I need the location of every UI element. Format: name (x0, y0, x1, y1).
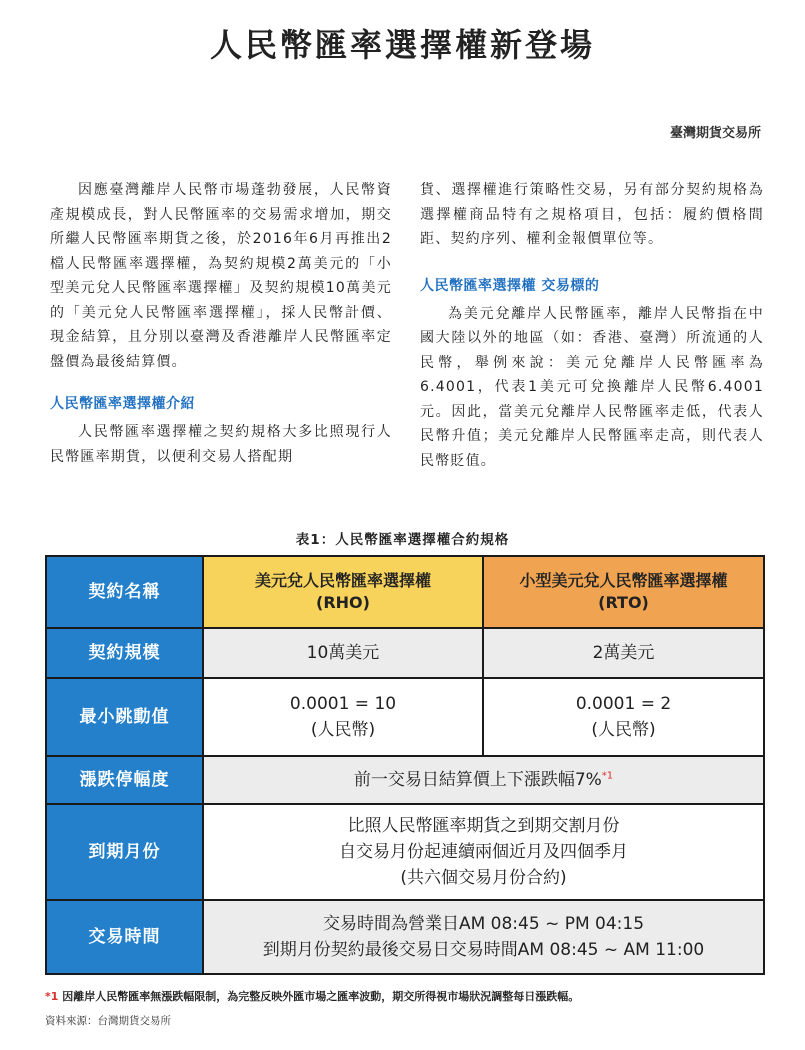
rto-name: 小型美元兌人民幣匯率選擇權 (519, 571, 728, 590)
organization-name: 臺灣期貨交易所 (669, 126, 761, 141)
months-line-3: (共六個交易月份合約) (400, 868, 567, 888)
row-header-months: 到期月份 (46, 804, 203, 900)
rho-code: (RHO) (316, 593, 370, 612)
table-footnote (45, 988, 579, 1004)
article-column-right (420, 178, 764, 473)
months-line-2: 自交易月份起連續兩個近月及四個季月 (339, 842, 628, 862)
hours-line-2: 到期月份契約最後交易日交易時間AM 08:45 ~ AM 11:00 (262, 940, 705, 960)
contract-spec-table (45, 555, 765, 975)
table-row (46, 556, 764, 628)
rto-tick-unit: (人民幣) (591, 720, 656, 740)
hours-line-1: 交易時間為營業日AM 08:45 ~ PM 04:15 (322, 914, 645, 934)
cell-rho-tick (203, 678, 483, 756)
page-title: 人民幣匯率選擇權新登場 (209, 26, 595, 64)
cell-contract-months (203, 804, 764, 900)
rto-code: (RTO) (598, 593, 649, 612)
section-paragraph-underlying: 為美元兌離岸人民幣匯率，離岸人民幣指在中國大陸以外的地區（如：香港、臺灣）所流通的人民幣，舉例來說：美元兌離岸人民幣匯率為6.4001，代表1美元可兌換離岸人民幣6.4001元。因此，當美元兌離岸人民幣匯率走低，代表人民幣升值；美元兌離岸人民幣匯率走高，則代表人民幣貶值。 (420, 305, 764, 469)
footnote-text: 因離岸人民幣匯率無漲跌幅限制，為完整反映外匯市場之匯率波動，期交所得視市場狀況調整每日漲跌幅。 (58, 990, 580, 1003)
price-limit-text: 前一交易日結算價上下漲跌幅7% (353, 770, 602, 790)
table-row (46, 678, 764, 756)
row-header-tick: 最小跳動值 (46, 678, 203, 756)
row-header-limit: 漲跌停幅度 (46, 756, 203, 804)
row-header-size: 契約規模 (46, 628, 203, 678)
footnote-mark: *1 (45, 990, 59, 1003)
table-row (46, 804, 764, 900)
data-source: 資料來源：台灣期貨交易所 (45, 1015, 171, 1027)
cell-rto-size: 2萬美元 (483, 628, 764, 678)
cell-rto-tick (483, 678, 764, 756)
rto-tick-value: 0.0001 = 2 (575, 694, 672, 714)
footnote-marker: *1 (601, 770, 614, 782)
rho-column-header (203, 556, 483, 628)
intro-paragraph: 因應臺灣離岸人民幣市場蓬勃發展，人民幣資產規模成長，對人民幣匯率的交易需求增加，期交所繼人民幣匯率期貨之後，於2016年6月再推出2檔人民幣匯率選擇權，為契約規模2萬美元的「小型美元兌人民幣匯率選擇權」及契約規模10萬美元的「美元兌人民幣匯率選擇權」，採人民幣計價、現金結算，且分別以臺灣及香港離岸人民幣匯率定盤價為最後結算價。 (50, 182, 392, 370)
rto-column-header (483, 556, 764, 628)
section-paragraph-intro-cont: 貨、選擇權進行策略性交易，另有部分契約規格為選擇權商品特有之規格項目，包括：履約價格間距、契約序列、權利金報價單位等。 (420, 182, 764, 247)
row-header-hours: 交易時間 (46, 900, 203, 974)
table-row (46, 756, 764, 804)
rho-tick-unit: (人民幣) (310, 720, 376, 740)
article-column-left (50, 178, 392, 469)
table-row (46, 628, 764, 678)
rho-tick-value: 0.0001 = 10 (289, 694, 397, 714)
row-header-contract-name: 契約名稱 (46, 556, 203, 628)
cell-trading-hours (203, 900, 764, 974)
rho-name: 美元兌人民幣匯率選擇權 (254, 571, 431, 590)
table-row (46, 900, 764, 974)
section-heading-intro: 人民幣匯率選擇權介紹 (50, 396, 195, 412)
section-paragraph-intro: 人民幣匯率選擇權之契約規格大多比照現行人民幣匯率期貨，以便利交易人搭配期 (50, 424, 392, 465)
section-heading-underlying: 人民幣匯率選擇權 交易標的 (420, 277, 600, 294)
cell-price-limit (203, 756, 764, 804)
cell-rho-size: 10萬美元 (203, 628, 483, 678)
months-line-1: 比照人民幣匯率期貨之到期交割月份 (347, 816, 620, 836)
table-caption: 表1：人民幣匯率選擇權合約規格 (295, 532, 510, 548)
